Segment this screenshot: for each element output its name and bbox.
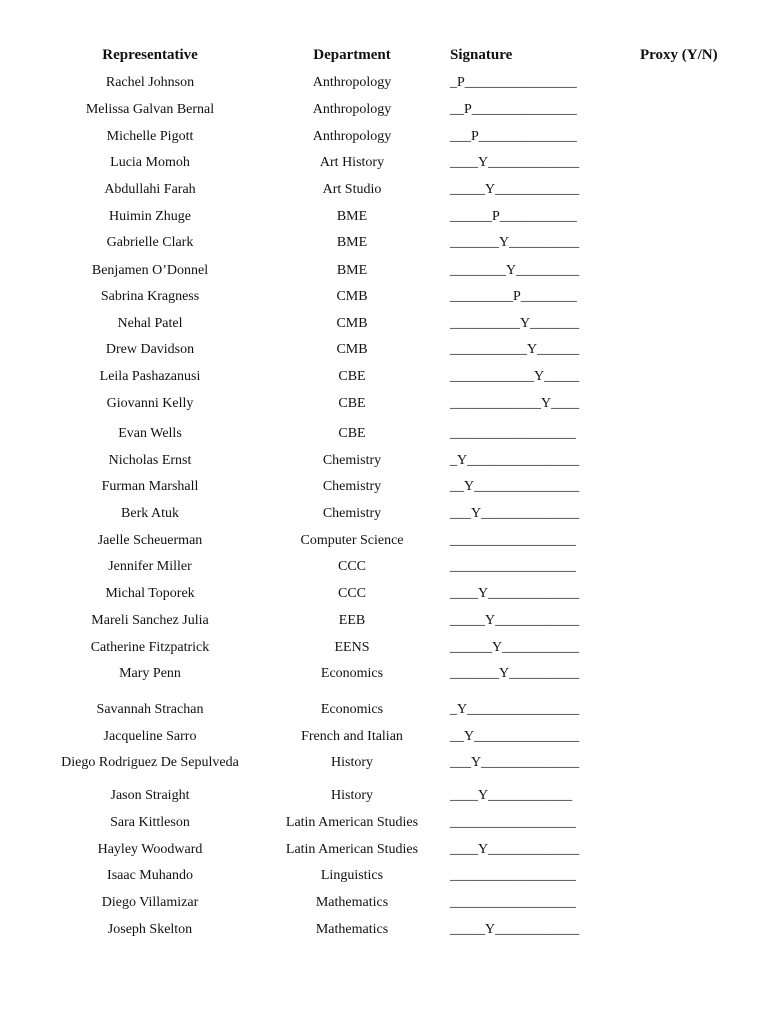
table-row (0, 867, 770, 885)
department-name: Art Studio (322, 182, 382, 197)
signature-line: __Y_______________ (450, 479, 580, 494)
signature-line: ___________Y______ (450, 342, 580, 357)
signature-line: __________________ (450, 868, 576, 883)
representative-name: Michal Toporek (105, 586, 195, 601)
department-name: CBE (338, 396, 366, 411)
department-name: Chemistry (322, 506, 382, 521)
representative-name: Diego Villamizar (101, 895, 199, 910)
signature-line: ____Y____________ (450, 788, 573, 803)
department-name: Anthropology (312, 129, 392, 144)
header-representative: Representative (102, 47, 198, 63)
representative-name: Mareli Sanchez Julia (91, 613, 209, 628)
representative-name: Nicholas Ernst (108, 453, 192, 468)
department-name: Chemistry (322, 453, 382, 468)
table-row (0, 505, 770, 523)
department-name: EENS (334, 640, 370, 655)
department-name: Art History (319, 155, 385, 170)
signature-line: __________________ (450, 815, 576, 830)
representative-name: Lucia Momoh (110, 155, 190, 170)
department-name: BME (336, 209, 368, 224)
table-row (0, 181, 770, 199)
table-row (0, 154, 770, 172)
signature-line: _______Y__________ (450, 666, 580, 681)
signature-line: _P________________ (450, 75, 577, 90)
department-name: Economics (320, 702, 384, 717)
signature-line: _____Y____________ (450, 922, 580, 937)
table-row (0, 665, 770, 683)
table-row (0, 395, 770, 413)
table-row (0, 478, 770, 496)
representative-name: Jaelle Scheuerman (97, 533, 203, 548)
signature-line: ____________Y_____ (450, 369, 580, 384)
signature-line: ____Y_____________ (450, 586, 580, 601)
representative-name: Gabrielle Clark (106, 235, 194, 250)
representative-name: Michelle Pigott (106, 129, 194, 144)
department-name: Chemistry (322, 479, 382, 494)
signature-line: _______Y__________ (450, 235, 580, 250)
table-row (0, 585, 770, 603)
table-row (0, 754, 770, 772)
department-name: CCC (337, 586, 366, 601)
department-name: BME (336, 263, 368, 278)
table-row (0, 288, 770, 306)
signature-line: _________P________ (450, 289, 577, 304)
table-row (0, 787, 770, 805)
representative-name: Jennifer Miller (108, 559, 192, 574)
representative-name: Huimin Zhuge (108, 209, 192, 224)
department-name: CCC (337, 559, 366, 574)
department-name: CBE (338, 426, 366, 441)
signature-line: ___Y______________ (450, 755, 580, 770)
signature-line: ____Y_____________ (450, 842, 580, 857)
table-row (0, 701, 770, 719)
representative-name: Mary Penn (119, 666, 181, 681)
department-name: CBE (338, 369, 366, 384)
table-row (0, 841, 770, 859)
department-name: Anthropology (312, 102, 392, 117)
representative-name: Diego Rodriguez De Sepulveda (61, 755, 239, 770)
department-name: EEB (338, 613, 366, 628)
table-row (0, 639, 770, 657)
table-row (0, 532, 770, 550)
department-name: Anthropology (312, 75, 392, 90)
representative-name: Melissa Galvan Bernal (85, 102, 215, 117)
department-name: History (331, 755, 373, 770)
department-name: Latin American Studies (285, 815, 419, 830)
department-name: Economics (320, 666, 384, 681)
representative-name: Sara Kittleson (110, 815, 190, 830)
table-row (0, 558, 770, 576)
table-row (0, 315, 770, 333)
representative-name: Nehal Patel (117, 316, 183, 331)
signature-line: _Y________________ (450, 453, 580, 468)
department-name: CMB (336, 342, 368, 357)
header-proxy: Proxy (Y/N) (640, 47, 718, 63)
header-signature: Signature (450, 47, 513, 63)
signature-line: __Y_______________ (450, 729, 580, 744)
department-name: Computer Science (300, 533, 404, 548)
signature-line: __________________ (450, 559, 576, 574)
representative-name: Berk Atuk (121, 506, 179, 521)
table-row (0, 612, 770, 630)
signature-line: __________________ (450, 426, 576, 441)
table-row (0, 921, 770, 939)
department-name: Mathematics (315, 922, 389, 937)
department-name: French and Italian (301, 729, 403, 744)
signature-line: ___Y______________ (450, 506, 580, 521)
signature-line: _____Y____________ (450, 613, 580, 628)
signature-line: __P_______________ (450, 102, 577, 117)
representative-name: Abdullahi Farah (104, 182, 196, 197)
signature-line: ____Y_____________ (450, 155, 580, 170)
table-row (0, 74, 770, 92)
department-name: CMB (336, 289, 368, 304)
header-department: Department (313, 47, 391, 63)
department-name: CMB (336, 316, 368, 331)
table-row (0, 894, 770, 912)
table-row (0, 208, 770, 226)
representative-name: Hayley Woodward (97, 842, 203, 857)
table-row (0, 452, 770, 470)
representative-name: Isaac Muhando (107, 868, 193, 883)
representative-name: Giovanni Kelly (106, 396, 194, 411)
representative-name: Joseph Skelton (107, 922, 193, 937)
signature-line: ___P______________ (450, 129, 577, 144)
department-name: Linguistics (320, 868, 384, 883)
department-name: Mathematics (315, 895, 389, 910)
representative-name: Jacqueline Sarro (103, 729, 197, 744)
representative-name: Leila Pashazanusi (99, 369, 201, 384)
signature-line: _____Y____________ (450, 182, 580, 197)
representative-name: Sabrina Kragness (100, 289, 200, 304)
representative-name: Benjamen O’Donnel (91, 263, 209, 278)
representative-name: Evan Wells (118, 426, 182, 441)
table-row (0, 425, 770, 443)
table-row (0, 101, 770, 119)
department-name: BME (336, 235, 368, 250)
table-row (0, 814, 770, 832)
representative-name: Drew Davidson (105, 342, 195, 357)
table-row (0, 262, 770, 280)
table-row (0, 234, 770, 252)
signature-line: ______Y___________ (450, 640, 580, 655)
representative-name: Savannah Strachan (96, 702, 204, 717)
table-row (0, 128, 770, 146)
signature-line: ________Y_________ (450, 263, 580, 278)
department-name: Latin American Studies (285, 842, 419, 857)
representative-name: Catherine Fitzpatrick (90, 640, 210, 655)
table-row (0, 341, 770, 359)
table-row (0, 728, 770, 746)
signature-line: _____________Y____ (450, 396, 580, 411)
table-row (0, 368, 770, 386)
signature-line: __________________ (450, 533, 576, 548)
signature-line: __________________ (450, 895, 576, 910)
representative-name: Furman Marshall (101, 479, 199, 494)
representative-name: Jason Straight (110, 788, 190, 803)
signature-line: _Y________________ (450, 702, 580, 717)
signature-line: ______P___________ (450, 209, 577, 224)
department-name: History (331, 788, 373, 803)
representative-name: Rachel Johnson (105, 75, 195, 90)
signature-line: __________Y_______ (450, 316, 580, 331)
